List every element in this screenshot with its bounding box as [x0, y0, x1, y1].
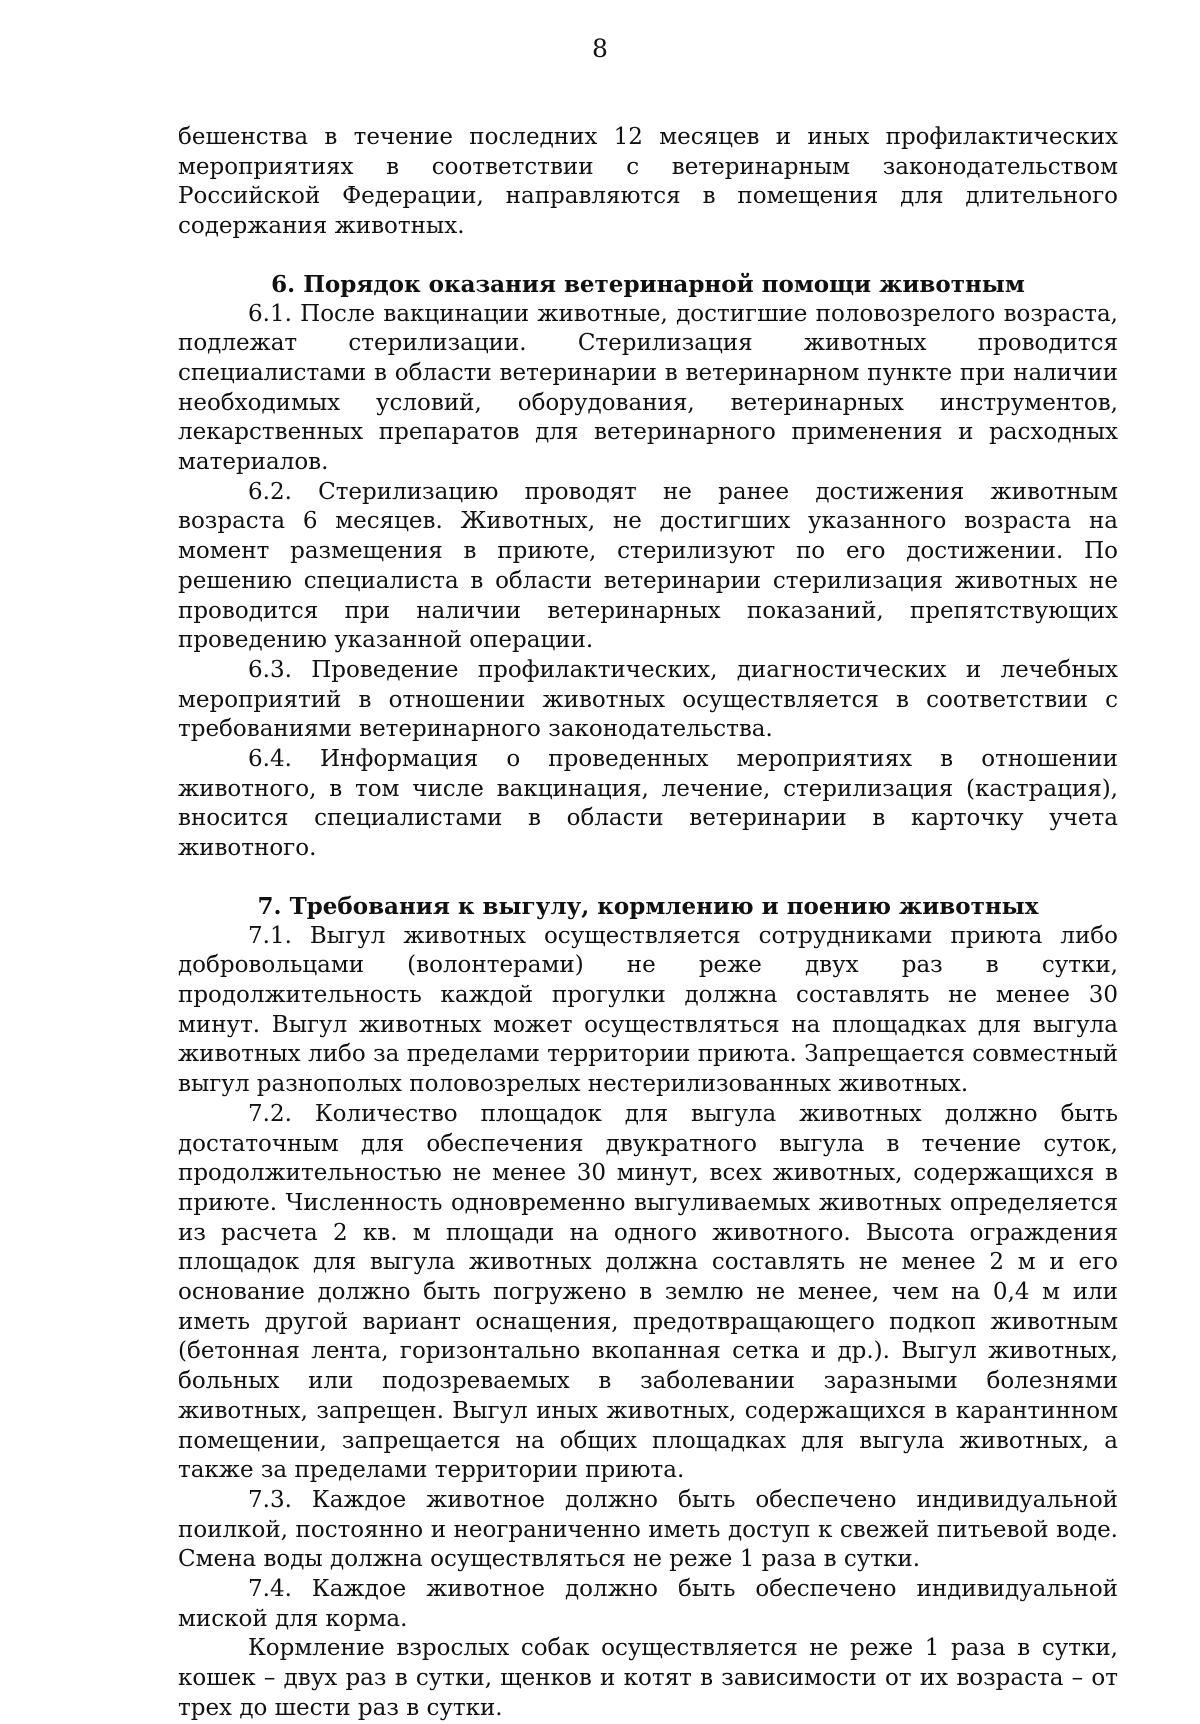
section-6-heading: 6. Порядок оказания ветеринарной помощи животным	[271, 270, 1025, 298]
document-body	[178, 123, 1118, 1724]
paragraph-feeding: Кормление взрослых собак осуществляется не реже 1 раза в сутки, кошек – двух раз в сутки, щенков и котят в зависимости от их возраста – от трех до шести раз в сутки.	[178, 1635, 1118, 1721]
paragraph-6-4: 6.4. Информация о проведенных мероприятиях в отношении животного, в том числе вакцинация, лечение, стерилизация (кастрация), вносится специалистами в области ветеринарии в карточку учета животного.	[178, 746, 1118, 862]
paragraph-6-3: 6.3. Проведение профилактических, диагностических и лечебных мероприятий в отношении животных осуществляется в соответствии с требованиями ветеринарного законодательства.	[178, 656, 1118, 743]
page-number: 8	[592, 34, 608, 63]
section-7-heading: 7. Требования к выгулу, кормлению и поению животных	[257, 892, 1039, 920]
intro-paragraph: бешенства в течение последних 12 месяцев и иных профилактических мероприятиях в соответствии с ветеринарным законодательством Российской Федерации, направляются в помещения для длительного содержания животных.	[178, 124, 1118, 240]
paragraph-6-1: 6.1. После вакцинации животные, достигшие половозрелого возраста, подлежат стерилизации. Стерилизация животных проводится специалистами в области ветеринарии в ветеринарном пункте при наличии необходимых условий, оборудования, ветеринарных инструментов, лекарственных препаратов для ветеринарного применения и расходных материалов.	[178, 300, 1118, 476]
section-spacer	[178, 242, 1118, 270]
paragraph-7-4: 7.4. Каждое животное должно быть обеспечено индивидуальной миской для корма.	[178, 1576, 1118, 1632]
paragraph-6-2: 6.2. Стерилизацию проводят не ранее достижения животным возраста 6 месяцев. Животных, не достигших указанного возраста на момент размещения в приюте, стерилизуют по его достижении. По решению специалиста в области ветеринарии стерилизация животных не проводится при наличии ветеринарных показаний, препятствующих проведению указанной операции.	[178, 478, 1118, 654]
paragraph-7-2: 7.2. Количество площадок для выгула животных должно быть достаточным для обеспечения двукратного выгула в течение суток, продолжительностью не менее 30 минут, всех животных, содержащихся в приюте. Численность одновременно выгуливаемых животных определяется из расчета 2 кв. м площади на одного животного. Высота ограждения площадок для выгула животных должна составлять не менее 2 м и его основание должно быть погружено в землю не менее, чем на 0,4 м или иметь другой вариант оснащения, предотвращающего подкоп животным (бетонная лента, горизонтально вкопанная сетка и др.). Выгул животных, больных или подозреваемых в заболевании заразными болезнями животных, запрещен. Выгул иных животных, содержащихся в карантинном помещении, запрещается на общих площадках для выгула животных, а также за пределами территории приюта.	[178, 1100, 1118, 1484]
paragraph-7-3: 7.3. Каждое животное должно быть обеспечено индивидуальной поилкой, постоянно и неограниченно иметь доступ к свежей питьевой воде. Смена воды должна осуществляться не реже 1 раза в сутки.	[178, 1486, 1118, 1573]
section-spacer	[178, 864, 1118, 892]
paragraph-7-1: 7.1. Выгул животных осуществляется сотрудниками приюта либо добровольцами (волонтерами) не реже двух раз в сутки, продолжительность каждой прогулки должна составлять не менее 30 минут. Выгул животных может осуществляться на площадках для выгула животных либо за пределами территории приюта. Запрещается совместный выгул разнополых половозрелых нестерилизованных животных.	[178, 922, 1118, 1098]
